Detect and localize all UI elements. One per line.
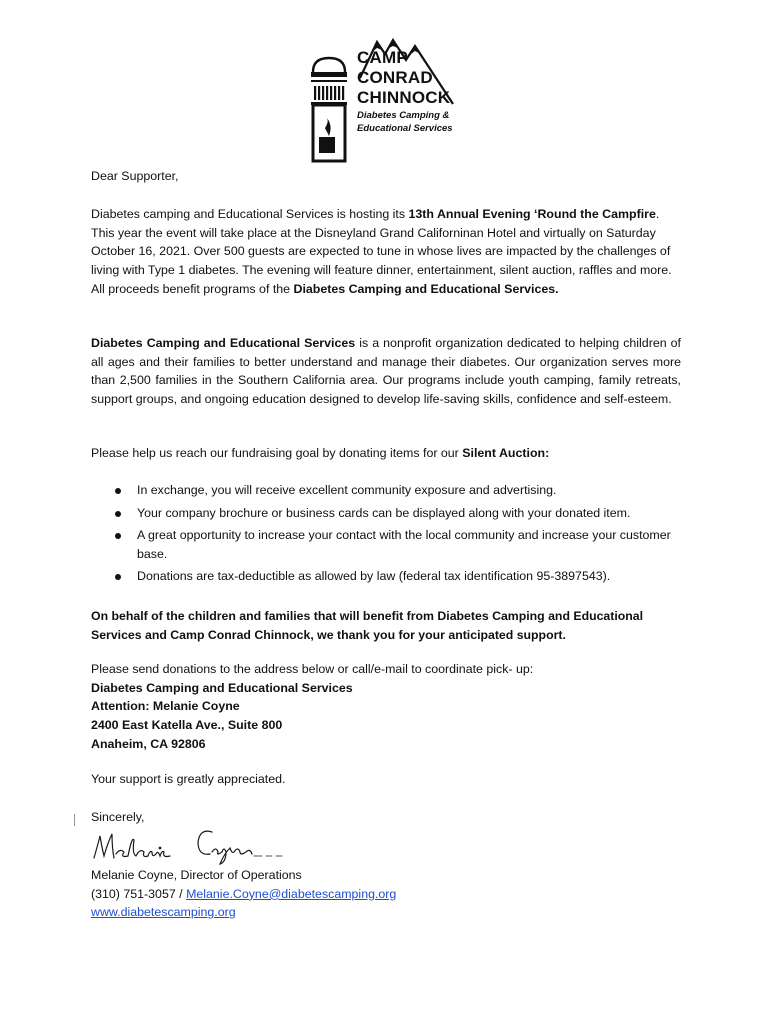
thanks-paragraph: On behalf of the children and families that will benefit from Diabetes Camping and Educational Services and Camp Conrad Chinnock, we thank you for your anticipated support. xyxy=(91,609,644,642)
event-name: 13th Annual Evening ‘Round the Campfire xyxy=(408,207,656,221)
silent-auction-label: Silent Auction: xyxy=(462,446,550,460)
signature-image xyxy=(90,818,290,866)
camp-logo xyxy=(305,38,465,163)
signer-block xyxy=(91,866,681,922)
bullet-icon xyxy=(115,574,121,580)
benefits-list xyxy=(91,481,683,590)
signer-contact xyxy=(91,885,681,904)
logo-subtitle-1: Diabetes Camping & xyxy=(357,110,450,121)
logo-camp-text: CAMP xyxy=(357,48,408,67)
bullet-icon xyxy=(115,488,121,494)
event-text-1: Diabetes camping and Educational Services is hosting its xyxy=(91,207,409,221)
logo-chinnock-text: CHINNOCK xyxy=(357,88,451,107)
event-paragraph xyxy=(91,205,683,299)
address-intro: Please send donations to the address below or call/e-mail to coordinate pick- up: xyxy=(91,662,534,676)
website-link[interactable]: www.diabetescamping.org xyxy=(91,905,236,920)
bullet-icon xyxy=(115,511,121,517)
list-item: Donations are tax-deductible as allowed by law (federal tax identification 95-3897543). xyxy=(91,567,683,586)
bullet-icon xyxy=(115,533,121,539)
auction-request xyxy=(91,444,681,463)
address-city: Anaheim, CA 92806 xyxy=(91,736,206,751)
margin-mark-icon xyxy=(73,814,76,826)
signer-email-link[interactable]: Melanie.Coyne@diabetescamping.org xyxy=(186,886,397,901)
address-org: Diabetes Camping and Educational Services xyxy=(91,680,353,695)
logo-conrad-text: CONRAD xyxy=(357,68,433,87)
salutation: Dear Supporter, xyxy=(91,169,179,183)
beneficiary-name: Diabetes Camping and Educational Services. xyxy=(293,281,559,296)
organization-description: is a nonprofit organization dedicated to helping children of all ages and their families to better understand and manage their diabetes. Our organization serves more than 2,500 families in the Southern California area. Our programs include youth camping, family retreats, support groups, and ongoing education designed to develop life-saving skills, confidence and self-esteem. xyxy=(91,336,681,407)
event-text-2: . This year the event will take place at the Disneyland Grand Californinan Hotel and virtually on Saturday October 16, 2021. Over 500 guests are expected to tune in whose lives are impacted by the challenges of living with Type 1 diabetes. The evening will feature dinner, entertainment, silent auction, raffles and more. All proceeds benefit programs of the xyxy=(91,207,672,296)
list-item: Your company brochure or business cards can be displayed along with your donated item. xyxy=(91,504,683,523)
address-attention: Attention: Melanie Coyne xyxy=(91,699,240,714)
closing: Sincerely, xyxy=(91,810,145,824)
logo-subtitle-2: Educational Services xyxy=(357,123,453,134)
organization-name: Diabetes Camping and Educational Services xyxy=(91,336,356,350)
list-item: In exchange, you will receive excellent community exposure and advertising. xyxy=(91,481,683,500)
signer-phone: (310) 751-3057 / xyxy=(91,886,187,901)
appreciation: Your support is greatly appreciated. xyxy=(91,772,286,786)
address-block xyxy=(91,660,681,754)
list-item: A great opportunity to increase your contact with the local community and increase your customer base. xyxy=(91,526,683,563)
address-street: 2400 East Katella Ave., Suite 800 xyxy=(91,718,283,733)
auction-request-text: Please help us reach our fundraising goal by donating items for our xyxy=(91,446,463,460)
organization-paragraph xyxy=(91,334,681,409)
signer-name-title: Melanie Coyne, Director of Operations xyxy=(91,868,302,882)
